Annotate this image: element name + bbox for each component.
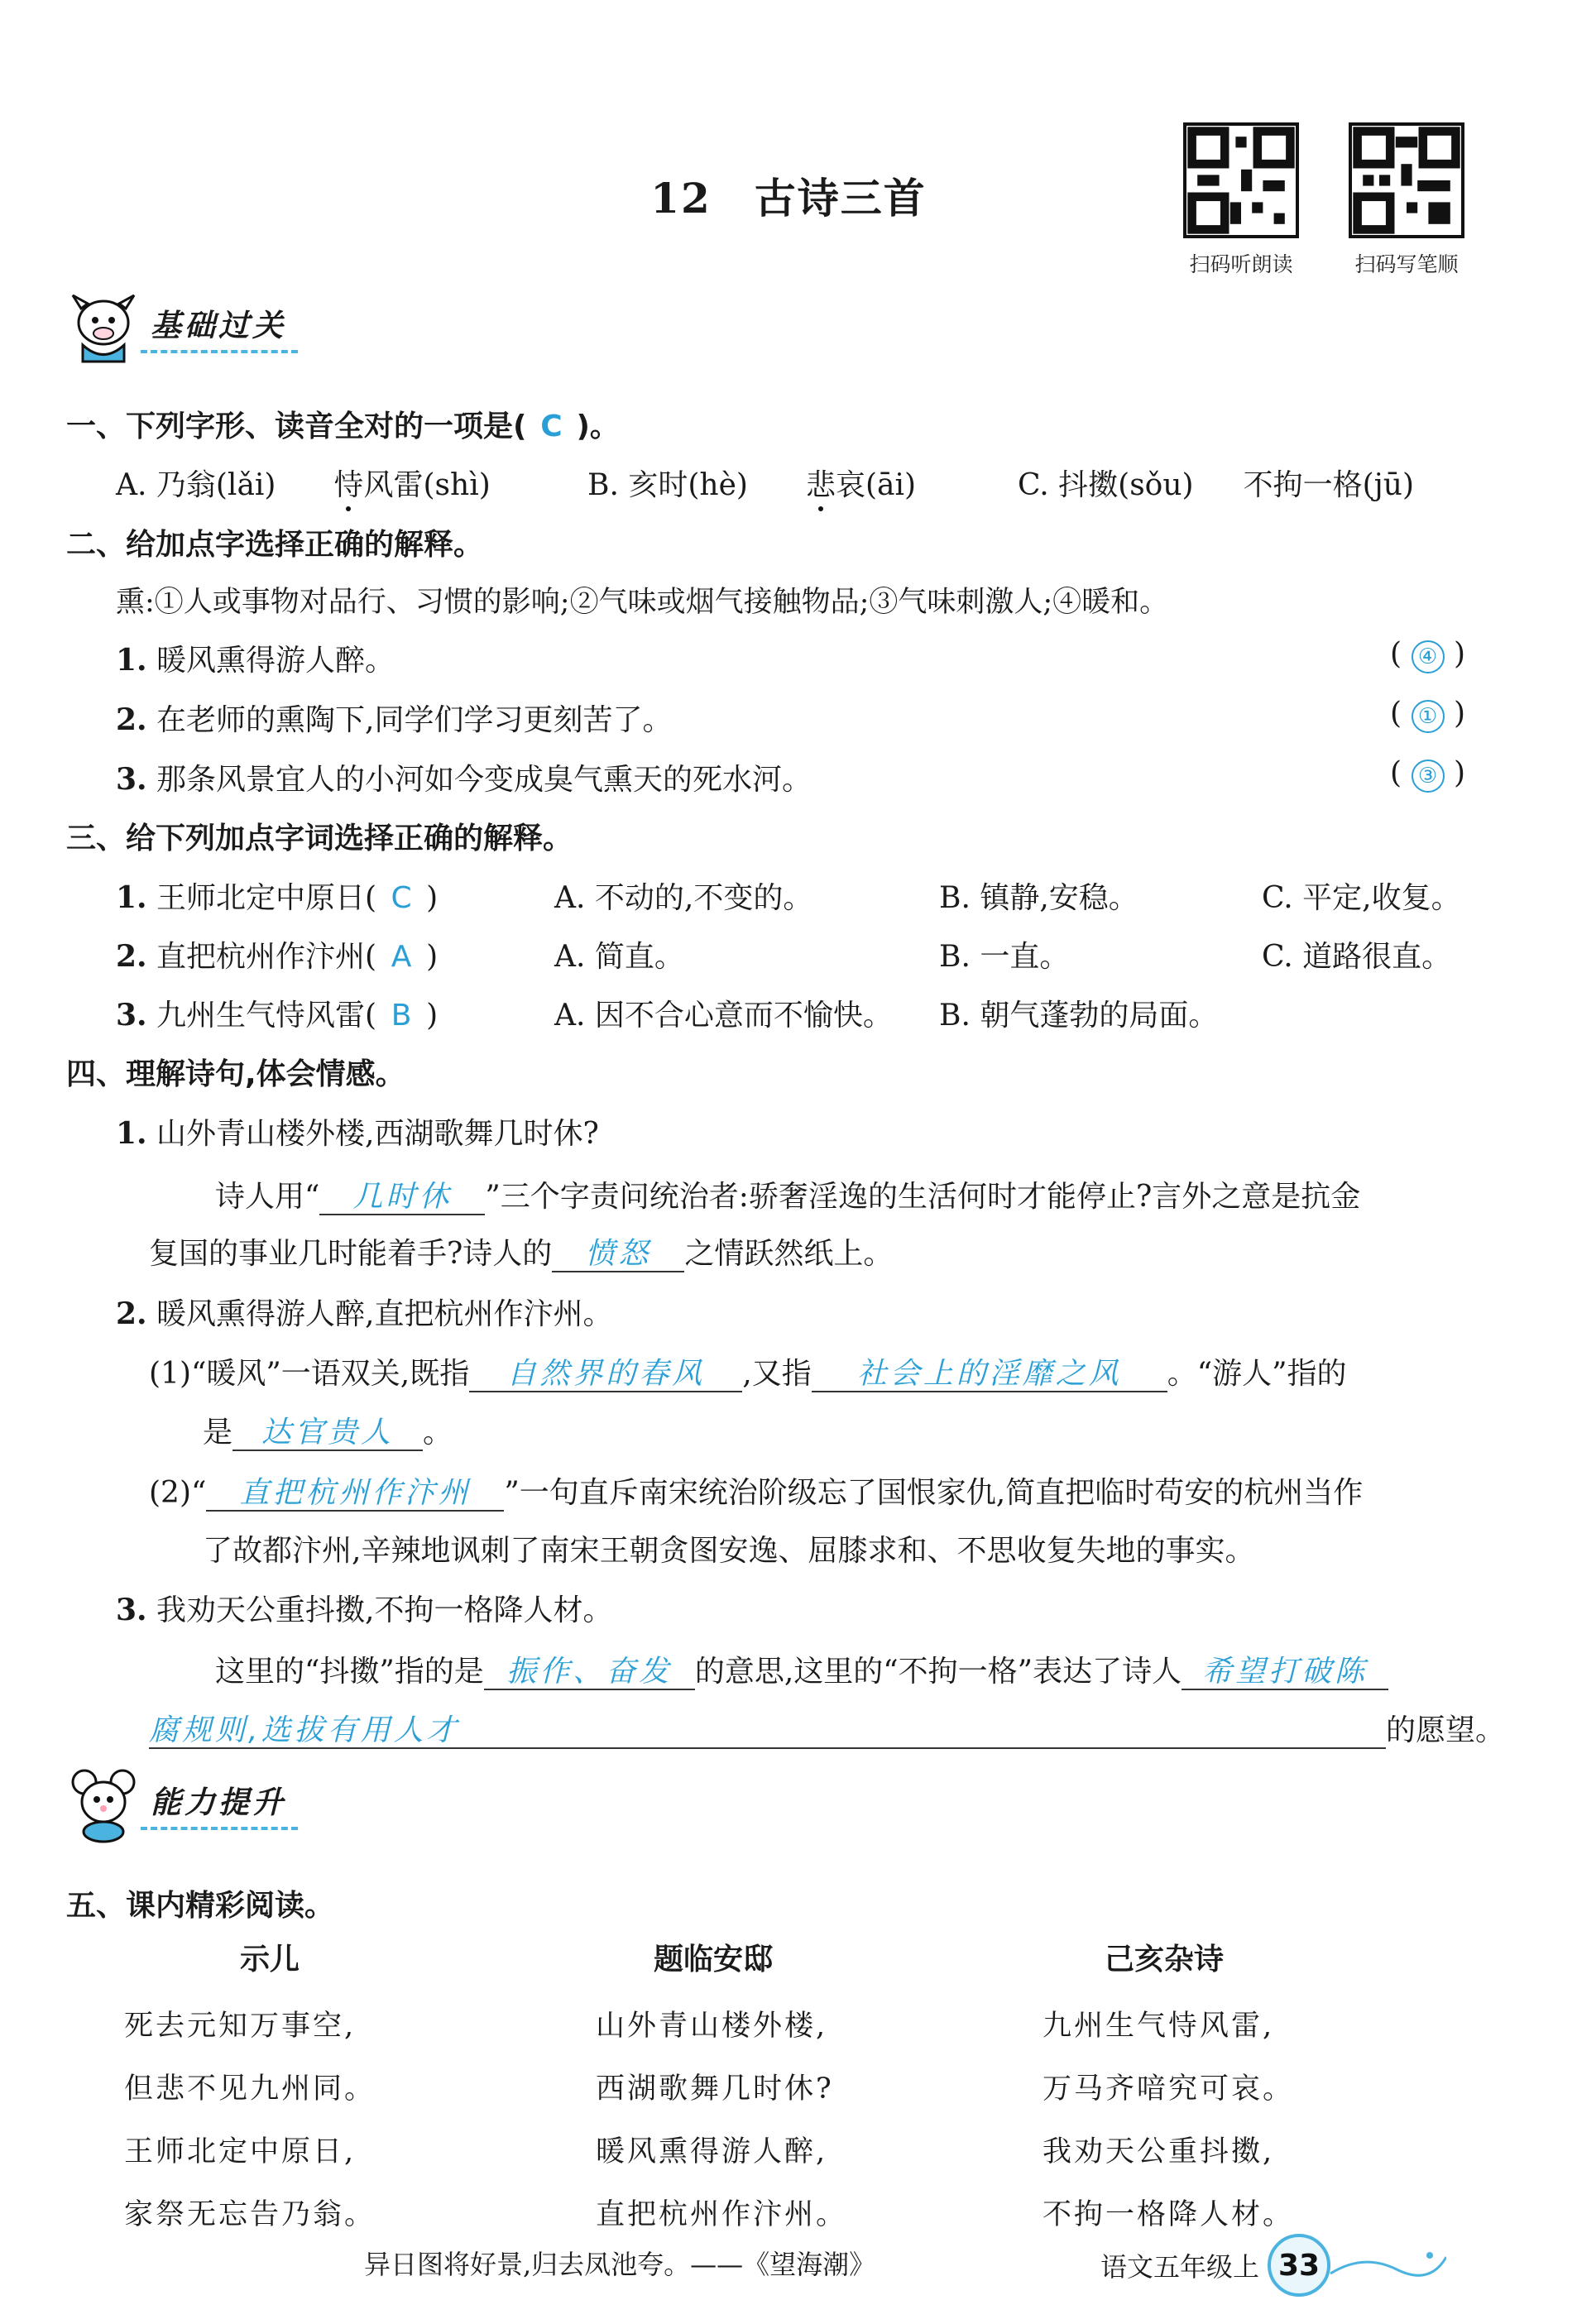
answer-sentence: 了故都汴州,辛辣地讽刺了南宋王朝贪图安逸、屈膝求和、不思收复失地的事实。 <box>203 1534 1255 1568</box>
option-a: A. 因不合心意而不愉快。 <box>554 999 893 1033</box>
question-3-prompt: 三、给下列加点字词选择正确的解释。 <box>66 822 573 855</box>
blank-answer: 自然界的春风 <box>469 1357 742 1392</box>
poem-title: 题临安邸 <box>654 1943 774 1977</box>
definition-list: 熏:①人或事物对品行、习惯的影响;②气味或烟气接触物品;③气味刺激人;④暖和。 <box>116 586 1169 619</box>
qr-stroke[interactable] <box>1349 122 1464 238</box>
poem-line: 我劝天公重抖擞, <box>1043 2135 1275 2168</box>
blank-answer: 愤怒 <box>552 1237 684 1272</box>
poem-line: 不拘一格降人材。 <box>1043 2198 1295 2231</box>
list-item: 2. 在老师的熏陶下,同学们学习更刻苦了。 <box>116 702 673 737</box>
list-item: 1. 暖风熏得游人醉。 <box>116 643 395 678</box>
question-1-prompt: 一、下列字形、读音全对的一项是( C )。 <box>66 410 620 443</box>
poem-line: 死去元知万事空, <box>124 2010 357 2043</box>
section-badge-basic <box>66 285 298 368</box>
poem-line: 家祭无忘告乃翁。 <box>124 2198 376 2231</box>
poem-3 <box>1043 1936 1340 2233</box>
question-5-prompt: 五、课内精彩阅读。 <box>66 1889 335 1923</box>
book-label: 语文五年级上 <box>1100 2251 1260 2283</box>
poem-line: 王师北定中原日, <box>124 2135 357 2168</box>
poem-line: 西湖歌舞几时休? <box>596 2072 834 2106</box>
blank-answer: 社会上的淫靡之风 <box>812 1357 1167 1392</box>
option-b: B. 朝气蓬勃的局面。 <box>939 999 1219 1033</box>
answer-mark: C <box>540 410 563 443</box>
wave-divider <box>141 345 298 353</box>
mouse-mascot-icon <box>66 1762 141 1845</box>
blank-answer: 达官贵人 <box>232 1416 423 1451</box>
answer-paren: ( ① ) <box>1390 697 1465 733</box>
question-4-prompt: 四、理解诗句,体会情感。 <box>66 1057 405 1091</box>
answer-paren: ( ④ ) <box>1390 637 1465 673</box>
answer-sentence: 是 达官贵人 。 <box>203 1409 453 1451</box>
blank-answer: 几时休 <box>319 1180 485 1215</box>
qr-listen[interactable] <box>1183 122 1299 238</box>
qr-caption-stroke: 扫码写笔顺 <box>1354 252 1459 276</box>
answer-sentence: (1)“暖风”一语双关,既指 自然界的春风 ,又指 社会上的淫靡之风 。“游人”指的 <box>149 1350 1347 1392</box>
poem-title: 示儿 <box>240 1943 300 1977</box>
qr-code-icon <box>1183 122 1299 238</box>
section-badge-advanced <box>66 1762 298 1845</box>
poem-2 <box>596 1936 894 2233</box>
list-item: 3. 那条风景宜人的小河如今变成臭气熏天的死水河。 <box>116 762 812 797</box>
option-c: C. 平定,收复。 <box>1262 881 1461 915</box>
list-item: 2. 直把杭州作汴州( A ) <box>116 939 439 974</box>
page-title: 12 古诗三首 <box>650 174 927 223</box>
poem-line: 直把杭州作汴州。 <box>596 2198 848 2231</box>
option-b: B. 镇静,安稳。 <box>939 881 1138 915</box>
section-title-basic: 基础过关 <box>151 308 286 343</box>
option-b: B. 一直。 <box>939 940 1070 974</box>
section-title-advanced: 能力提升 <box>151 1785 286 1820</box>
answer-sentence: 诗人用“ 几时休 ”三个字责问统治者:骄奢淫逸的生活何时才能停止?言外之意是抗金 <box>215 1173 1360 1215</box>
qr-code-icon <box>1349 122 1464 238</box>
option-a: A. 乃翁(lǎi) 恃风雷(shì) <box>116 462 491 504</box>
blank-answer: 腐规则,选拔有用人才 <box>149 1713 1386 1749</box>
poem-line-quote: 3. 我劝天公重抖擞,不拘一格降人材。 <box>116 1593 613 1627</box>
blank-answer: 直把杭州作汴州 <box>206 1476 504 1512</box>
list-item: 3. 九州生气恃风雷( B ) <box>116 998 439 1033</box>
qr-caption-listen: 扫码听朗读 <box>1189 252 1293 276</box>
answer-sentence: 这里的“抖擞”指的是 振作、奋发 的意思,这里的“不拘一格”表达了诗人 希望打破陈 <box>215 1648 1388 1690</box>
poem-line: 万马齐喑究可哀。 <box>1043 2072 1295 2106</box>
poem-line: 九州生气恃风雷, <box>1043 2010 1275 2043</box>
cow-mascot-icon <box>66 285 141 368</box>
wave-divider <box>141 1822 298 1830</box>
answer-sentence: (2)“ 直把杭州作汴州 ”一句直斥南宋统治阶级忘了国恨家仇,简直把临时苟安的杭州当作 <box>149 1469 1363 1512</box>
list-item: 1. 王师北定中原日( C ) <box>116 880 439 915</box>
footer-page-label <box>1100 2234 1446 2297</box>
poem-title: 己亥杂诗 <box>1105 1943 1225 1977</box>
blank-answer: 希望打破陈 <box>1182 1655 1388 1690</box>
page-number: 33 <box>1268 2234 1330 2297</box>
poem-line-quote: 1. 山外青山楼外楼,西湖歌舞几时休? <box>116 1116 599 1151</box>
blank-answer: 振作、奋发 <box>484 1655 695 1690</box>
poem-1 <box>124 1936 422 2233</box>
answer-sentence: 复国的事业几时能着手?诗人的 愤怒 之情跃然纸上。 <box>149 1230 893 1272</box>
option-c: C. 抖擞(sǒu) 不拘一格(jū) <box>1018 468 1415 502</box>
option-a: A. 简直。 <box>554 940 684 974</box>
option-a: A. 不动的,不变的。 <box>554 881 813 915</box>
poem-line-quote: 2. 暖风熏得游人醉,直把杭州作汴州。 <box>116 1296 613 1331</box>
swirl-decoration-icon <box>1330 2249 1446 2282</box>
poem-line: 暖风熏得游人醉, <box>596 2135 828 2168</box>
question-2-prompt: 二、给加点字选择正确的解释。 <box>66 528 484 562</box>
poem-line: 山外青山楼外楼, <box>596 2010 828 2043</box>
answer-paren: ( ③ ) <box>1390 756 1465 793</box>
answer-sentence: 腐规则,选拔有用人才 的愿望。 <box>149 1707 1505 1749</box>
poem-line: 但悲不见九州同。 <box>124 2072 376 2106</box>
option-b: B. 亥时(hè) 悲哀(āi) <box>587 462 916 504</box>
option-c: C. 道路很直。 <box>1262 940 1452 974</box>
footer-quote: 异日图将好景,归去凤池夸。——《望海潮》 <box>364 2249 876 2280</box>
